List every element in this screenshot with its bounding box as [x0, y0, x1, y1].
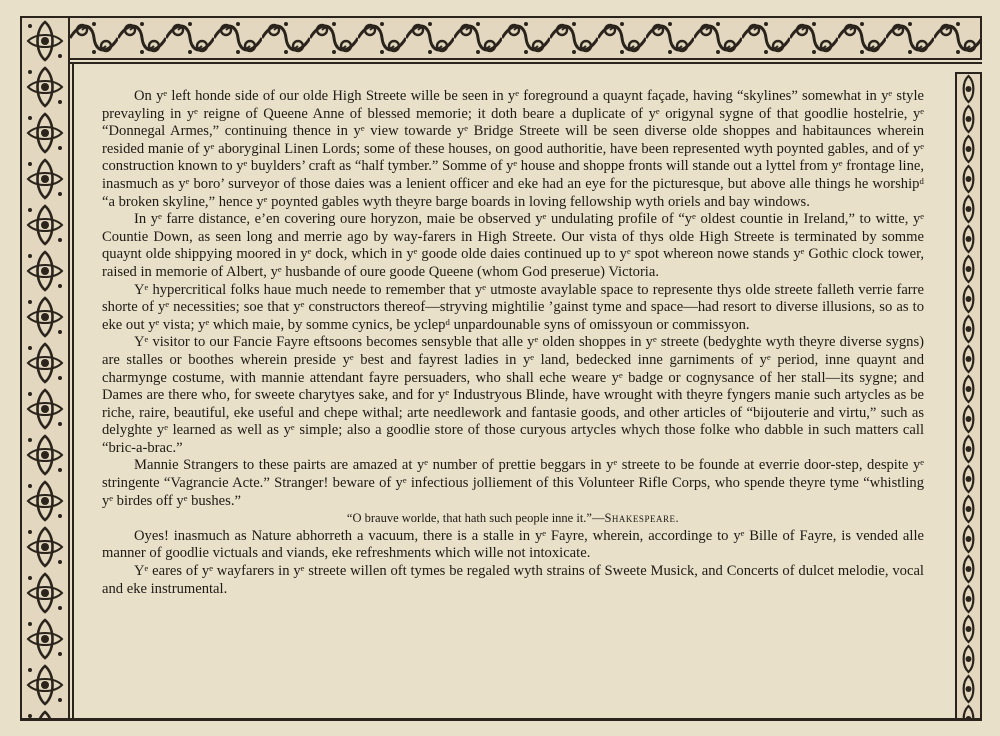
floral-chain-ornament-icon: [957, 74, 980, 719]
inner-frame-rule: [70, 62, 982, 64]
ornamental-border-left: [20, 16, 70, 721]
epigraph-quote: [102, 510, 924, 528]
ornamental-border-right: [955, 72, 982, 721]
paragraph: In yᵉ farre distance, e’en covering oure horyzon, maie be observed yᵉ undulating profile of “yᵉ oldest countie in Ireland,” to witte, yᵉ Countie Down, as seen long and merrie ago by way-farers in High Streete. Our vista of thys olde High Streete is terminated by somme quaynt olde shippying moored in yᵉ dock, which in yᵉ goode olde daies continued up to yᵉ spot whereon nowe stands yᵉ Gothic clock tower, raised in memorie of Albert, yᵉ husbande of oure goode Queene (whom God preserue) Victoria.: [102, 211, 924, 280]
paragraph: Yᵉ hypercritical folks haue much neede to remember that yᵉ utmoste avaylable space to represente thys olde streete falleth verrie farre shorte of yᵉ necessities; soe that yᵉ constructors thereof—stryving mightilie ’gainst tyme and space—had resort to diverse illusions, so as to eke out yᵉ vista; yᵉ which maie, by somme cynics, be yclepᵈ unpardounable syns of omissyoun or commissyon.: [102, 281, 924, 333]
scroll-vine-ornament-icon: [22, 18, 980, 58]
paragraph: Yᵉ eares of yᵉ wayfarers in yᵉ streete willen oft tymes be regaled wyth strains of Sweete Musick, and Concerts of dulcet melodie, vocal and eke instrumental.: [102, 563, 924, 597]
inner-frame-rule: [72, 62, 74, 720]
bottom-frame-rule: [20, 718, 982, 721]
paragraph: On yᵉ left honde side of our olde High Streete wille be seen in yᵉ foreground a quaynt façade, having “skylines” somewhat in yᵉ style prevayling in yᵉ reigne of Queene Anne of blessed memorie; it doth beare a duplicate of yᵉ origynal sygne of that goodlie hostelrie, yᵉ “Donnegal Armes,” continuing thence in yᵉ view towarde yᵉ Bridge Streete will be seen diverse olde shoppes and habitaunces wherein resided manie of yᵉ aboryginal Linen Lords; some of these houses, on good authoritie, have been represented wyth poynted gables, and of yᵉ construction known to yᵉ buylders’ craft as “half tymber.” Somme of yᵉ house and shoppe fronts will stande out a lyttel from yᵉ frontage line, inasmuch as yᵉ boro’ surveyor of those daies was a lenient officer and eke had an eye for the picturesque, but above alle things he worshipᵈ “a broken skyline,” hence yᵉ poynted gables wyth theyre barge boards in loving fellowship wyth oriels and bay windows.: [102, 88, 924, 210]
paragraph: Oyes! inasmuch as Nature abhorreth a vacuum, there is a stalle in yᵉ Fayre, wherein, accordinge to yᵉ Bille of Fayre, is vended alle manner of goodlie victuals and viands, eke refreshments which wille not intoxicate.: [102, 527, 924, 562]
ornamental-border-top: [20, 16, 982, 60]
paragraph: Yᵉ visitor to our Fancie Fayre eftsoons becomes sensyble that alle yᵉ olden shoppes in yᵉ streete (bedyghte wyth theyre diverse sygns) are stalles or boothes wherein preside yᵉ best and fayrest ladies in yᵉ land, bedecked inne garniments of yᵉ period, inne quaynt and charmynge costume, with mannie attendant fayre persuaders, who shall eche weare yᵉ badge or cognysance of her stall—its sygne; and Dames are there who, for sweete charytyes sake, and for yᵉ Industryous Blinde, have wrought with theyre fyngers manie such artycles as be riche, raire, beautiful, eke useful and chepe withal; arte needlework and fantasie goods, and other articles of “bijouterie and virtu,” such as delyghte yᵉ learned as well as yᵉ simple; also a goodlie store of those curyous artycles whych those folke who dabble in such matters call “bric-a-brac.”: [102, 334, 924, 456]
paragraph: Mannie Strangers to these pairts are amazed at yᵉ number of prettie beggars in yᵉ streete to be founde at everrie door-step, despite yᵉ stringente “Vagrancie Acte.” Stranger! beware of yᵉ infectious jolliement of this Volunteer Rifle Corps, who spende theyre tyme “whistling yᵉ birdes off yᵉ bushes.”: [102, 457, 924, 509]
quote-text: “O brauve worlde, that hath such people inne it.”—: [346, 511, 605, 526]
body-text: [102, 88, 924, 598]
quote-author: Shakespeare.: [604, 511, 680, 526]
floral-chain-ornament-icon: [22, 18, 68, 719]
